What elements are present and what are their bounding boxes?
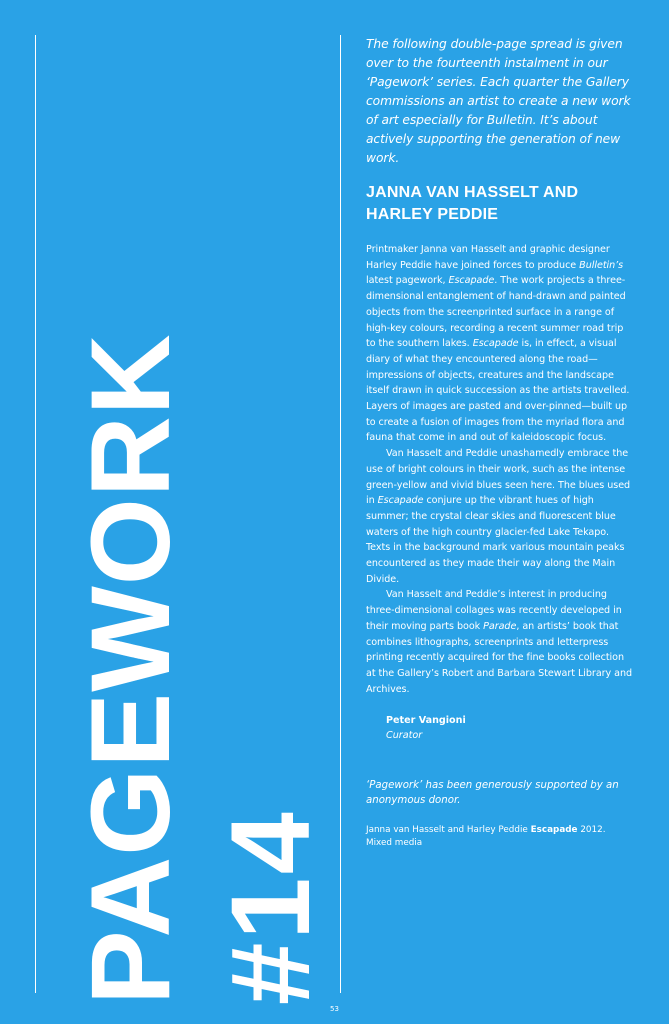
p1-text-c: latest pagework,	[366, 275, 446, 287]
right-rule	[340, 35, 341, 993]
caption-artists: Janna van Hasselt and Harley Peddie	[366, 825, 528, 836]
p3-parade: Parade	[483, 620, 517, 632]
p3-text-c: , an artists’ book that combines lithographs, screenprints and letterpress printing recently acquired for the fine books collection at the Gallery’s Robert and Barbara Stewart Library and Archives.	[366, 620, 633, 695]
article-heading	[366, 182, 634, 226]
artwork-caption	[366, 824, 634, 850]
p1-escapade-2: Escapade	[472, 338, 519, 350]
author-name: Peter Vangioni	[386, 715, 466, 727]
body-paragraph-1	[366, 242, 634, 446]
caption-medium: Mixed media	[366, 838, 423, 849]
donor-note: ‘Pagework’ has been generously supported by an anonymous donor.	[366, 780, 619, 807]
author-role: Curator	[386, 730, 423, 742]
p1-bulletin: Bulletin’s	[579, 259, 624, 271]
intro-paragraph	[366, 35, 634, 168]
p2-escapade: Escapade	[377, 495, 424, 507]
p1-escapade: Escapade	[448, 275, 495, 287]
body-paragraph-2	[366, 446, 634, 587]
p2-text-a: Van Hasselt and Peddie unashamedly embrace the use of bright colours in their work, such as the intense green-yellow and vivid blues seen here. The blues used in	[366, 448, 631, 507]
body-paragraph-3	[366, 587, 634, 697]
caption-year: 2012.	[580, 825, 606, 836]
p3-text-a: Van Hasselt and Peddie’s interest in producing three-dimensional collages was recently developed in their moving parts book	[366, 589, 622, 632]
p2-text-c: conjure up the vibrant hues of high summer; the crystal clear skies and fluorescent blue waters of the high country glacier-fed Lake Tekapo. Texts in the background mark various mountain peaks encountered as they made their way along the Main Divide.	[366, 495, 625, 585]
instalment-number: #14	[208, 809, 333, 1005]
signature	[366, 713, 634, 743]
caption-work: Escapade	[530, 825, 578, 836]
intro-text-2: It’s about actively supporting the generation of new work.	[366, 113, 621, 165]
p1-text-e: . The work projects a three-dimensional entanglement of hand-drawn and painted objects from the screenprinted surface in a range of high-key colours, recording a recent summer road trip to the southern lakes.	[366, 275, 626, 350]
intro-text-1: The following double-page spread is given over to the fourteenth instalment in our ‘Pagework’ series. Each quarter the Gallery commissions an artist to create a new work of art especially for Bulletin.	[366, 37, 631, 127]
p1-text-a: Printmaker Janna van Hasselt and graphic designer Harley Peddie have joined forces to produce	[366, 244, 610, 271]
left-rule	[35, 35, 36, 993]
heading-line-1: JANNA VAN HASSELT AND	[366, 184, 579, 201]
title-panel	[35, 35, 341, 1005]
heading-line-2: HARLEY PEDDIE	[366, 206, 499, 223]
article-body	[366, 242, 634, 697]
p1-text-g: is, in effect, a visual diary of what they encountered along the road—impressions of objects, creatures and the landscape itself drawn in quick succession as the artists travelled. Layers of images are pasted and over-pinned—built up to create a fusion of images from the myriad flora and fauna that come in and out of kaleidoscopic focus.	[366, 338, 630, 444]
article-column	[366, 35, 634, 850]
page-number: 53	[330, 1005, 339, 1013]
pagework-title: PAGEWORK	[68, 333, 193, 1005]
